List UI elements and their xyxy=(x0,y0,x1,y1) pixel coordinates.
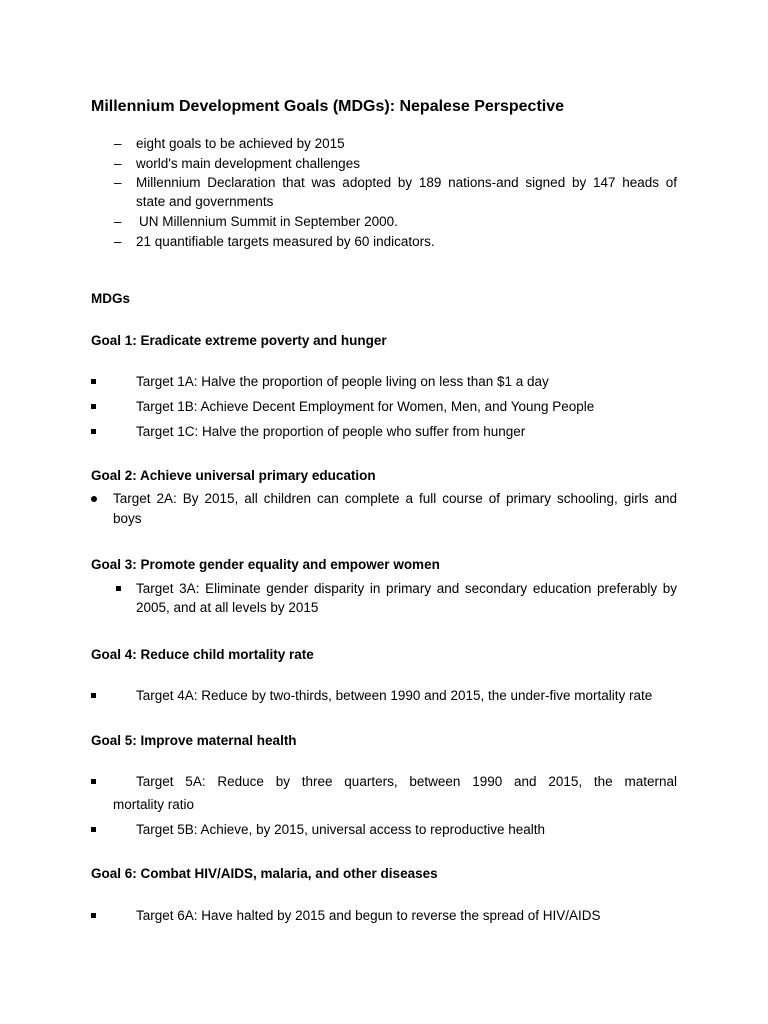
target-item: Target 1C: Halve the proportion of people who suffer from hunger xyxy=(136,424,526,439)
square-bullet-icon xyxy=(91,429,96,434)
square-bullet-icon xyxy=(91,779,96,784)
target-item: Target 1A: Halve the proportion of people living on less than $1 a day xyxy=(136,374,549,389)
target-item-continuation: boys xyxy=(113,511,142,526)
target-item: Target 5B: Achieve, by 2015, universal access to reproductive health xyxy=(136,822,545,837)
round-bullet-icon xyxy=(91,496,97,502)
list-item: world's main development challenges xyxy=(136,156,360,171)
list-item: eight goals to be achieved by 2015 xyxy=(136,136,345,151)
dash-bullet: – xyxy=(114,234,122,249)
target-item: Target 6A: Have halted by 2015 and begun to reverse the spread of HIV/AIDS xyxy=(136,908,601,923)
section-label: MDGs xyxy=(91,291,131,306)
list-item-continuation: state and governments xyxy=(136,194,274,209)
goal-heading: Goal 2: Achieve universal primary education xyxy=(91,468,376,483)
square-bullet-icon xyxy=(91,913,96,918)
target-item: Target 2A: By 2015, all children can complete a full course of primary schooling, girls and xyxy=(113,491,677,506)
list-item: Millennium Declaration that was adopted by 189 nations-and signed by 147 heads of xyxy=(136,175,677,190)
dash-bullet: – xyxy=(114,175,122,190)
target-item-continuation: mortality ratio xyxy=(113,797,195,812)
square-bullet-icon xyxy=(91,693,96,698)
target-item: Target 4A: Reduce by two-thirds, between 1990 and 2015, the under-five mortality rate xyxy=(136,688,653,703)
goal-heading: Goal 4: Reduce child mortality rate xyxy=(91,647,314,662)
list-item: UN Millennium Summit in September 2000. xyxy=(139,214,398,229)
target-item: Target 5A: Reduce by three quarters, between 1990 and 2015, the maternal xyxy=(136,774,677,789)
goal-heading: Goal 3: Promote gender equality and empower women xyxy=(91,557,440,572)
page-title: Millennium Development Goals (MDGs): Nepalese Perspective xyxy=(91,98,565,115)
goal-heading: Goal 5: Improve maternal health xyxy=(91,733,297,748)
list-item: 21 quantifiable targets measured by 60 indicators. xyxy=(136,234,435,249)
square-bullet-icon xyxy=(91,827,96,832)
square-bullet-icon xyxy=(91,404,96,409)
target-item-continuation: 2005, and at all levels by 2015 xyxy=(136,600,319,615)
goal-heading: Goal 1: Eradicate extreme poverty and hunger xyxy=(91,333,387,348)
square-bullet-icon xyxy=(116,586,121,591)
dash-bullet: – xyxy=(114,156,122,171)
dash-bullet: – xyxy=(114,136,122,151)
goal-heading: Goal 6: Combat HIV/AIDS, malaria, and other diseases xyxy=(91,866,438,881)
target-item: Target 1B: Achieve Decent Employment for Women, Men, and Young People xyxy=(136,399,595,414)
square-bullet-icon xyxy=(91,379,96,384)
dash-bullet: – xyxy=(114,214,122,229)
target-item: Target 3A: Eliminate gender disparity in primary and secondary education preferably by xyxy=(136,581,677,596)
